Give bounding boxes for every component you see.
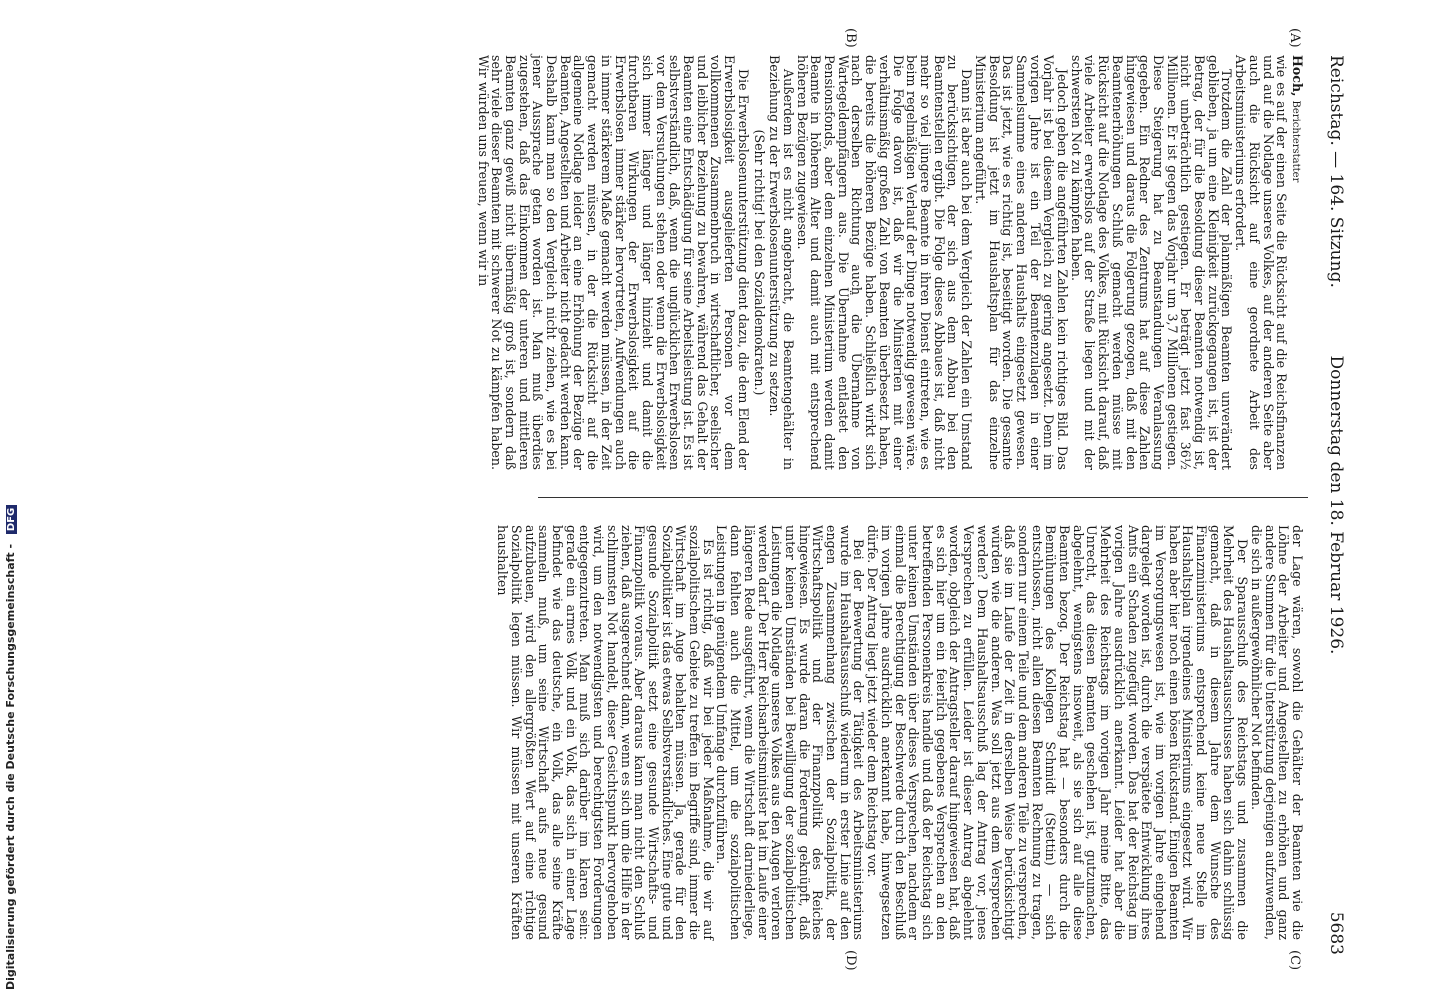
page-number: 5683 [1326, 911, 1346, 955]
scanned-page [34, 0, 1364, 1000]
paragraph: Außerdem ist es nicht angebracht, die Beamtengehälter in Beziehung zu der Erwerbslosenunterstützung zu setzen. [767, 55, 796, 470]
paragraph: Der Sparausschuß des Reichstags und zusammen die Mehrheit des Haushaltsausschusses haben sich dahin schlüssig gemacht, daß in diesem Jahre dem Wunsche des Finanzministeriums entsprechend keine neue Stelle im Haushaltsplan irgendeines Ministeriums eingesetzt wird. Wir haben aber hier noch einen bösen Rückstand. Einigen Beamten im Versorgungswesen ist, wie im vorigen Jahre eingehend dargelegt worden ist, durch die verspätete Entwicklung ihres Amts ein Schaden zugefügt worden. Das hat der Reichstag im vorigen Jahre ausdrücklich anerkannt. Leider hat aber die Mehrheit des Reichstags im vorigen Jahr meine Bitte, das Unrecht, das diesen Beamten geschehen ist, gutzumachen, abgelehnt, wenigstens insoweit, als sie sich auf alle diese Beamten bezog. Der Reichstag hat — besonders durch die Bemühungen des Kollegen Schmidt (Stettin) — sich entschlossen, nicht allen diesen Beamten Rechnung zu tragen, sondern nur einem Teile und dem anderen Teile zu versprechen, daß sie im Laufe der Zeit in derselben Weise berücksichtigt würden wie die anderen. Was soll jetzt aus dem Versprechen werden? Dem Haushaltsausschuß lag der Antrag vor, jenes Versprechen zu erfüllen. Leider ist dieser Antrag abgelehnt worden, obgleich der Antragsteller darauf hingewiesen hat, daß es sich hier um ein feierlich gegebenes Versprechen an den betreffenden Personenkreis handle und daß der Reichstag sich unter keinen Umständen über dieses Versprechen, nachdem er einmal die Berechtigung der Beschwerde durch den Beschluß im vorigen Jahre ausdrücklich anerkannt habe, hinwegsetzen dürfe. Der Antrag liegt jetzt wieder dem Reichstag vor. [865, 525, 1251, 940]
credit-text: Digitalisierung gefördert durch die Deutsche Forschungsgemeinschaft - [4, 543, 17, 990]
margin-marker-c: (C) [1287, 950, 1302, 971]
margin-marker-d: (D) [843, 950, 858, 971]
paragraph: Bei der Bewertung der Tätigkeit des Arbeitsministeriums wurde im Haushaltsausschuß wiederum in erster Linie auf den engen Zusammenhang zwischen der Sozialpolitik, der Wirtschaftspolitik und der Finanzpolitik des Reiches hingewiesen. Es wurde daran die Forderung geknüpft, daß unter keinen Umständen bei Bewilligung der sozialpolitischen Leistungen die Notlage unseres Volkes aus den Augen verloren werden darf. Der Herr Reichsarbeitsminister hat im Laufe einer längeren Rede ausgeführt, wenn die Wirtschaft darniederliege, dann fehlten auch die Mittel, um die sozialpolitischen Leistungen in genügendem Umfange durchzuführen. [714, 525, 867, 940]
paragraph: Es ist richtig, daß wir bei jeder Maßnahme, die wir auf sozialpolitischem Gebiete zu treffen im Begriffe sind, immer die Wirtschaft im Auge behalten müssen. Ja, gerade für den Sozialpolitiker ist das etwas Selbstverständliches. Eine gute und gesunde Sozialpolitik setzt eine gesunde Wirtschafts- und Finanzpolitik voraus. Aber daraus kann man nicht den Schluß ziehen, daß ausgerechnet dann, wenn es sich um die Hilfe in der schlimmsten Not handelt, dieser Gesichtspunkt hervorgehoben wird, um den notwendigsten und berechtigtsten Forderungen entgegenzutreten. Man muß sich darüber im klaren sein: gerade ein armes Volk und ein Volk, das sich in einer Lage befindet wie das deutsche, ein Volk, das alle seine Kräfte sammeln muß, um seine Wirtschaft aufs neue gesund aufzubauen, wird den allergrößten Wert auf eine richtige Sozialpolitik legen müssen. Wir müssen mit unseren Kräften haushalten [495, 525, 716, 940]
paragraph: Trotzdem die Zahl der planmäßigen Beamten unverändert geblieben, ja um eine Kleinigkeit zurückgegangen ist, ist der Betrag, der für die Besoldung dieser Beamten notwendig ist, nicht unbeträchtlich gestiegen. Er beträgt jetzt fast 36½ Millionen. Er ist gegen das Vorjahr um 3,7 Millionen gestiegen. Diese Steigerung hat zu Beanstandungen Veranlassung gegeben. Ein Redner des Zentrums hat auf diese Zahlen hingewiesen und daraus die Folgerung gezogen, daß mit den Beamtenerhöhungen Schluß gemacht werden müsse mit Rücksicht auf die Notlage des Volkes, mit Rücksicht darauf, daß viele Arbeiter erwerbslos auf der Straße liegen und mit der schwersten Not zu kämpfen haben. [1068, 55, 1235, 470]
right-column [496, 525, 1304, 940]
margin-marker-b: (B) [843, 28, 858, 48]
left-column [476, 55, 1304, 470]
digitization-credit [0, 0, 24, 1000]
paragraph: der Lage wären, sowohl die Gehälter der Beamten wie die Löhne der Arbeiter und Angestellten zu erhöhen und ganz andere Summen für die Unterstützung derjenigen aufzuwenden, die sich in außergewöhnlicher Not befinden. [1248, 525, 1305, 940]
page-header [1322, 55, 1346, 955]
paragraph: Dann ist aber auch bei dem Vergleich der Zahlen ein Umstand zu berücksichtigen, der sich aus dem Abbau bei den Beamtenstellen ergibt. Die Folge dieses Abbaues ist, daß nicht mehr so viel jüngere Beamte in ihren Dienst eintreten, wie es beim regelmäßigen Verlauf der Dinge notwendig gewesen wäre. Die Folge davon ist, daß wir die Ministerien mit einer verhältnismäßig großen Zahl von Beamten überbesetzt haben, die bereits die höheren Bezüge haben. Schließlich wirkt sich nach derselben Richtung auch die Übernahme von Wartegeldempfängern aus. Die Übernahme entlastet den Pensionsfonds, aber dem einzelnen Ministerium werden damit Beamte in höherem Alter und damit auch mit entsprechend höheren Bezügen zugewiesen. [794, 55, 975, 470]
speaker-role: Berichterstatter [1290, 100, 1301, 183]
speaker-name: Hoch, [1290, 55, 1305, 97]
header-session: Reichstag. — 164. Sitzung. [1326, 55, 1346, 288]
paragraph: Jedoch geben die angeführten Zahlen kein richtiges Bild. Das Vorjahr ist bei diesem Vergleich zu gering angesetzt. Denn im vorigen Jahre ist ein Teil der Beamtenzulagen in einer Sammelsumme eines anderen Haushalts eingesetzt gewesen. Das ist jetzt, wie es richtig ist, beseitigt worden. Die gesamte Besoldung ist jetzt im Haushaltsplan für das einzelne Ministerium angeführt. [972, 55, 1071, 470]
margin-marker-a: (A) [1287, 28, 1302, 48]
dfg-logo-icon: DFG [6, 505, 17, 534]
column-divider [538, 497, 1308, 498]
speaker-line [1288, 55, 1304, 470]
paragraph: wie es auf der einen Seite die Rücksicht auf die Reichsfinanzen und auf die Notlage unseres Volkes, auf der anderen Seite aber auch die Rücksicht auf eine geordnete Arbeit des Arbeitsministeriums erfordert. [1233, 55, 1290, 470]
header-date: Donnerstag den 18. Februar 1926. [1326, 355, 1346, 655]
interjection: (Sehr richtig! bei den Sozialdemokraten.) [751, 129, 767, 396]
paragraph: Die Erwerbslosenunterstützung dient dazu, die dem Elend der Erwerbslosigkeit ausgelieferten Personen vor dem vollkommenen Zusammenbruch in wirtschaftlicher, seelischer und leiblicher Beziehung zu bewahren, während das Gehalt der Beamten eine Entschädigung für seine Arbeitsleistung ist. Es ist selbstverständlich, daß, wenn die unglücklichen Erwerbslosen vor dem Versuchungen stehen oder wenn die Erwerbslosigkeit sich immer länger und länger hinzieht und damit die furchtbaren Wirkungen der Erwerbslosigkeit auf die Erwerbslosen immer stärker hervortreten, Aufwendungen auch in immer stärkerem Maße gemacht werden müssen, in der Zeit gemacht werden müssen, in der die Rücksicht auf die allgemeine Notlage leider an eine Erhöhung der Bezüge der Beamten, Angestellten und Arbeiter nicht gedacht werden kann. Deshalb kann man so den Vergleich nicht ziehen, wie es bei jener Aussprache getan worden ist. Man muß überdies zugestehen, daß das Einkommen der unteren und mittleren Beamten ganz gewiß nicht übermäßig groß ist, sondern daß sehr viele dieser Beamten mit schwerer Not zu kämpfen haben. Wir würden uns freuen, wenn wir in [475, 55, 751, 470]
